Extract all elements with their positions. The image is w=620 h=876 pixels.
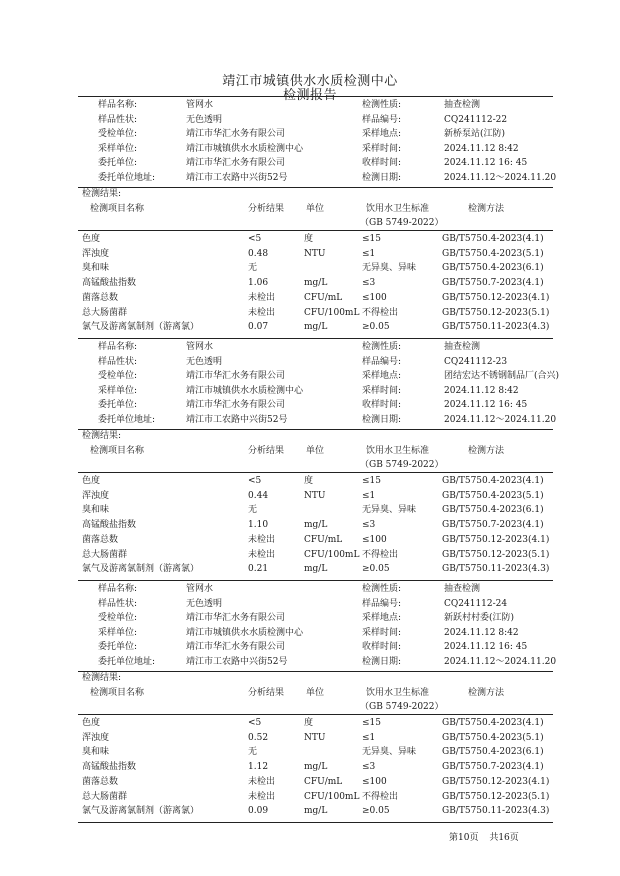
table-row bbox=[0, 491, 620, 503]
cell-standard: ≤15 bbox=[362, 718, 381, 728]
cell-result: <5 bbox=[248, 234, 262, 244]
cell-item: 臭和味 bbox=[82, 747, 110, 758]
cell-standard: ≤3 bbox=[362, 520, 376, 531]
table-header-rule bbox=[78, 472, 553, 473]
cell-standard: 不得检出 bbox=[362, 549, 399, 560]
column-header-result: 分析结果 bbox=[248, 446, 285, 456]
table-row bbox=[0, 564, 620, 576]
report-subtitle: 检测报告 bbox=[282, 88, 337, 103]
results-label: 检测结果: bbox=[82, 431, 122, 441]
sampling-unit-label: 采样单位: bbox=[98, 143, 138, 154]
cell-method: GB/T5750.11-2023(4.3) bbox=[442, 322, 550, 333]
column-header-unit: 单位 bbox=[306, 688, 325, 698]
cell-method: GB/T5750.11-2023(4.3) bbox=[442, 564, 550, 575]
sampling-unit-value: 靖江市城镇供水水质检测中心 bbox=[186, 627, 304, 638]
cell-method: GB/T5750.12-2023(5.1) bbox=[442, 549, 550, 560]
cell-unit: NTU bbox=[304, 732, 326, 743]
cell-item: 菌落总数 bbox=[82, 776, 119, 787]
page-footer bbox=[449, 830, 527, 843]
table-header-rule bbox=[78, 714, 553, 715]
client-unit-label: 委托单位: bbox=[98, 400, 138, 411]
table-row bbox=[0, 234, 620, 246]
cell-result: 未检出 bbox=[248, 534, 276, 545]
cell-result: <5 bbox=[248, 718, 262, 728]
cell-unit: 度 bbox=[304, 476, 314, 486]
client-address-value: 靖江市工农路中兴街52号 bbox=[186, 415, 288, 425]
sampling-site-label: 采样地点: bbox=[362, 371, 402, 382]
cell-method: GB/T5750.4-2023(4.1) bbox=[442, 718, 544, 728]
cell-result: 0.44 bbox=[248, 490, 269, 501]
sampling-time-value: 2024.11.12 8:42 bbox=[444, 627, 519, 638]
column-header-result: 分析结果 bbox=[248, 204, 285, 214]
receive-time-value: 2024.11.12 16: 45 bbox=[444, 642, 528, 653]
section-top-rule bbox=[78, 580, 553, 581]
cell-result: 1.06 bbox=[248, 278, 269, 289]
cell-item: 总大肠菌群 bbox=[82, 791, 128, 802]
cell-item: 氯气及游离氯制剂（游离氯） bbox=[82, 322, 200, 333]
column-header-method: 检测方法 bbox=[468, 446, 505, 456]
table-row bbox=[0, 476, 620, 488]
client-address-value: 靖江市工农路中兴街52号 bbox=[186, 657, 288, 667]
sample-name-value: 管网水 bbox=[186, 584, 214, 594]
client-address-value: 靖江市工农路中兴街52号 bbox=[186, 173, 288, 183]
cell-unit: 度 bbox=[304, 718, 314, 728]
table-row bbox=[0, 747, 620, 759]
column-header-standard-sub: （GB 5749-2022） bbox=[360, 460, 444, 470]
cell-item: 氯气及游离氯制剂（游离氯） bbox=[82, 564, 200, 575]
cell-unit: mg/L bbox=[304, 278, 328, 289]
cell-method: GB/T5750.12-2023(5.1) bbox=[442, 307, 550, 318]
client-unit-value: 靖江市华汇水务有限公司 bbox=[186, 642, 286, 653]
test-nature-label: 检测性质: bbox=[362, 584, 402, 594]
cell-standard: 无异臭、异味 bbox=[362, 747, 417, 758]
sample-name-value: 管网水 bbox=[186, 100, 214, 110]
cell-unit: CFU/mL bbox=[304, 534, 343, 545]
cell-standard: ≥0.05 bbox=[362, 806, 390, 817]
cell-item: 菌落总数 bbox=[82, 534, 119, 545]
sample-no-label: 样品编号: bbox=[362, 598, 402, 609]
cell-method: GB/T5750.4-2023(5.1) bbox=[442, 248, 544, 259]
test-nature-value: 抽查检测 bbox=[444, 342, 481, 352]
cell-method: GB/T5750.4-2023(6.1) bbox=[442, 505, 544, 516]
receive-time-value: 2024.11.12 16: 45 bbox=[444, 158, 528, 169]
sample-name-label: 样品名称: bbox=[98, 342, 138, 352]
sampling-time-value: 2024.11.12 8:42 bbox=[444, 143, 519, 154]
test-date-value: 2024.11.12～2024.11.20 bbox=[444, 173, 557, 183]
cell-result: 无 bbox=[248, 747, 258, 758]
cell-standard: ≤100 bbox=[362, 776, 387, 787]
cell-item: 臭和味 bbox=[82, 263, 110, 274]
sample-section-1 bbox=[0, 96, 620, 346]
cell-result: 0.48 bbox=[248, 248, 269, 259]
table-row bbox=[0, 777, 620, 789]
cell-method: GB/T5750.4-2023(5.1) bbox=[442, 490, 544, 501]
cell-result: 1.12 bbox=[248, 762, 269, 773]
sampling-site-value: 团结宏达不锈钢制品厂(合兴) bbox=[444, 371, 560, 382]
test-nature-label: 检测性质: bbox=[362, 100, 402, 110]
sampling-time-value: 2024.11.12 8:42 bbox=[444, 385, 519, 396]
cell-result: 无 bbox=[248, 505, 258, 516]
cell-unit: mg/L bbox=[304, 806, 328, 817]
cell-item: 总大肠菌群 bbox=[82, 549, 128, 560]
test-date-label: 检测日期: bbox=[362, 657, 402, 667]
sample-nature-label: 样品性状: bbox=[98, 356, 138, 367]
sample-section-3 bbox=[0, 580, 620, 830]
cell-method: GB/T5750.4-2023(4.1) bbox=[442, 234, 544, 244]
sample-nature-value: 无色透明 bbox=[186, 356, 223, 367]
table-row bbox=[0, 550, 620, 562]
cell-method: GB/T5750.4-2023(6.1) bbox=[442, 263, 544, 274]
cell-result: 未检出 bbox=[248, 292, 276, 303]
sample-no-value: CQ241112-22 bbox=[444, 114, 508, 125]
receive-time-label: 收样时间: bbox=[362, 158, 402, 169]
sample-no-label: 样品编号: bbox=[362, 114, 402, 125]
cell-method: GB/T5750.12-2023(4.1) bbox=[442, 534, 550, 545]
cell-method: GB/T5750.4-2023(6.1) bbox=[442, 747, 544, 758]
sample-section-2 bbox=[0, 338, 620, 588]
cell-result: 未检出 bbox=[248, 791, 276, 802]
cell-unit: mg/L bbox=[304, 564, 328, 575]
client-address-label: 委托单位地址: bbox=[98, 657, 156, 667]
client-address-label: 委托单位地址: bbox=[98, 173, 156, 183]
column-header-item: 检测项目名称 bbox=[90, 688, 145, 698]
column-header-item: 检测项目名称 bbox=[90, 446, 145, 456]
cell-result: 无 bbox=[248, 263, 258, 274]
cell-standard: ≤3 bbox=[362, 278, 376, 289]
cell-method: GB/T5750.7-2023(4.1) bbox=[442, 520, 544, 531]
sample-no-value: CQ241112-23 bbox=[444, 356, 508, 367]
table-row bbox=[0, 762, 620, 774]
cell-method: GB/T5750.7-2023(4.1) bbox=[442, 762, 544, 773]
section-top-rule bbox=[78, 338, 553, 339]
cell-item: 高锰酸盐指数 bbox=[82, 520, 137, 531]
report-title: 靖江市城镇供水水质检测中心 bbox=[222, 74, 398, 89]
cell-item: 高锰酸盐指数 bbox=[82, 762, 137, 773]
column-header-method: 检测方法 bbox=[468, 688, 505, 698]
info-bottom-rule bbox=[78, 187, 553, 188]
cell-method: GB/T5750.11-2023(4.3) bbox=[442, 806, 550, 817]
cell-unit: CFU/mL bbox=[304, 776, 343, 787]
sampling-site-value: 新桥泵站(江防) bbox=[444, 129, 506, 140]
cell-method: GB/T5750.7-2023(4.1) bbox=[442, 278, 544, 289]
commissioned-unit-label: 受检单位: bbox=[98, 613, 138, 624]
cell-result: 0.21 bbox=[248, 564, 269, 575]
column-header-unit: 单位 bbox=[306, 204, 325, 214]
table-row bbox=[0, 293, 620, 305]
results-label: 检测结果: bbox=[82, 189, 122, 199]
client-unit-value: 靖江市华汇水务有限公司 bbox=[186, 400, 286, 411]
cell-standard: ≤100 bbox=[362, 292, 387, 303]
results-label: 检测结果: bbox=[82, 673, 122, 683]
sample-nature-label: 样品性状: bbox=[98, 598, 138, 609]
table-row bbox=[0, 308, 620, 320]
sample-nature-value: 无色透明 bbox=[186, 114, 223, 125]
cell-result: <5 bbox=[248, 476, 262, 486]
column-header-unit: 单位 bbox=[306, 446, 325, 456]
cell-method: GB/T5750.12-2023(5.1) bbox=[442, 791, 550, 802]
sampling-unit-label: 采样单位: bbox=[98, 627, 138, 638]
cell-standard: ≥0.05 bbox=[362, 322, 390, 333]
sampling-unit-label: 采样单位: bbox=[98, 385, 138, 396]
test-nature-label: 检测性质: bbox=[362, 342, 402, 352]
commissioned-unit-value: 靖江市华汇水务有限公司 bbox=[186, 613, 286, 624]
section-top-rule bbox=[78, 96, 553, 97]
cell-standard: 无异臭、异味 bbox=[362, 505, 417, 516]
cell-item: 浑浊度 bbox=[82, 248, 110, 259]
commissioned-unit-label: 受检单位: bbox=[98, 129, 138, 140]
cell-unit: mg/L bbox=[304, 520, 328, 531]
cell-result: 未检出 bbox=[248, 776, 276, 787]
cell-unit: NTU bbox=[304, 248, 326, 259]
commissioned-unit-value: 靖江市华汇水务有限公司 bbox=[186, 129, 286, 140]
sampling-site-label: 采样地点: bbox=[362, 613, 402, 624]
cell-method: GB/T5750.12-2023(4.1) bbox=[442, 292, 550, 303]
table-row bbox=[0, 806, 620, 818]
info-bottom-rule bbox=[78, 671, 553, 672]
cell-unit: CFU/100mL bbox=[304, 307, 360, 318]
cell-result: 0.09 bbox=[248, 806, 269, 817]
cell-result: 0.07 bbox=[248, 322, 269, 333]
column-header-standard-sub: （GB 5749-2022） bbox=[360, 218, 444, 228]
cell-result: 未检出 bbox=[248, 307, 276, 318]
table-row bbox=[0, 263, 620, 275]
table-row bbox=[0, 278, 620, 290]
cell-method: GB/T5750.4-2023(4.1) bbox=[442, 476, 544, 486]
page-total: 共16页 bbox=[489, 833, 519, 843]
commissioned-unit-label: 受检单位: bbox=[98, 371, 138, 382]
receive-time-label: 收样时间: bbox=[362, 642, 402, 653]
cell-standard: ≤15 bbox=[362, 234, 381, 244]
table-row bbox=[0, 520, 620, 532]
test-date-value: 2024.11.12～2024.11.20 bbox=[444, 415, 557, 425]
sample-name-value: 管网水 bbox=[186, 342, 214, 352]
cell-standard: ≥0.05 bbox=[362, 564, 390, 575]
cell-unit: NTU bbox=[304, 490, 326, 501]
cell-result: 未检出 bbox=[248, 549, 276, 560]
column-header-standard: 饮用水卫生标准 bbox=[366, 688, 430, 698]
receive-time-value: 2024.11.12 16: 45 bbox=[444, 400, 528, 411]
cell-item: 浑浊度 bbox=[82, 490, 110, 501]
table-row bbox=[0, 792, 620, 804]
cell-item: 总大肠菌群 bbox=[82, 307, 128, 318]
client-unit-label: 委托单位: bbox=[98, 158, 138, 169]
sampling-unit-value: 靖江市城镇供水水质检测中心 bbox=[186, 385, 304, 396]
column-header-standard: 饮用水卫生标准 bbox=[366, 446, 430, 456]
info-bottom-rule bbox=[78, 429, 553, 430]
page-number: 第10页 bbox=[449, 833, 479, 843]
sample-nature-label: 样品性状: bbox=[98, 114, 138, 125]
sampling-time-label: 采样时间: bbox=[362, 143, 402, 154]
sample-name-label: 样品名称: bbox=[98, 584, 138, 594]
test-date-label: 检测日期: bbox=[362, 173, 402, 183]
cell-item: 浑浊度 bbox=[82, 732, 110, 743]
test-date-label: 检测日期: bbox=[362, 415, 402, 425]
client-unit-label: 委托单位: bbox=[98, 642, 138, 653]
column-header-standard: 饮用水卫生标准 bbox=[366, 204, 430, 214]
table-row bbox=[0, 535, 620, 547]
cell-item: 菌落总数 bbox=[82, 292, 119, 303]
sampling-site-value: 新跃村村委(江防) bbox=[444, 613, 515, 624]
table-header-rule bbox=[78, 230, 553, 231]
sample-no-label: 样品编号: bbox=[362, 356, 402, 367]
cell-method: GB/T5750.4-2023(5.1) bbox=[442, 732, 544, 743]
column-header-item: 检测项目名称 bbox=[90, 204, 145, 214]
cell-unit: CFU/100mL bbox=[304, 549, 360, 560]
cell-item: 色度 bbox=[82, 234, 101, 244]
cell-result: 1.10 bbox=[248, 520, 269, 531]
sampling-time-label: 采样时间: bbox=[362, 385, 402, 396]
cell-standard: ≤1 bbox=[362, 248, 376, 259]
test-date-value: 2024.11.12～2024.11.20 bbox=[444, 657, 557, 667]
sample-name-label: 样品名称: bbox=[98, 100, 138, 110]
cell-item: 色度 bbox=[82, 718, 101, 728]
sampling-time-label: 采样时间: bbox=[362, 627, 402, 638]
table-row bbox=[0, 733, 620, 745]
cell-result: 0.52 bbox=[248, 732, 269, 743]
commissioned-unit-value: 靖江市华汇水务有限公司 bbox=[186, 371, 286, 382]
section-bottom-rule bbox=[78, 822, 553, 823]
sample-no-value: CQ241112-24 bbox=[444, 598, 508, 609]
test-nature-value: 抽查检测 bbox=[444, 100, 481, 110]
cell-standard: ≤100 bbox=[362, 534, 387, 545]
cell-unit: 度 bbox=[304, 234, 314, 244]
cell-standard: ≤1 bbox=[362, 490, 376, 501]
column-header-method: 检测方法 bbox=[468, 204, 505, 214]
cell-standard: ≤3 bbox=[362, 762, 376, 773]
cell-unit: CFU/100mL bbox=[304, 791, 360, 802]
cell-standard: ≤15 bbox=[362, 476, 381, 486]
column-header-result: 分析结果 bbox=[248, 688, 285, 698]
cell-item: 色度 bbox=[82, 476, 101, 486]
client-address-label: 委托单位地址: bbox=[98, 415, 156, 425]
client-unit-value: 靖江市华汇水务有限公司 bbox=[186, 158, 286, 169]
table-row bbox=[0, 249, 620, 261]
table-row bbox=[0, 505, 620, 517]
cell-item: 高锰酸盐指数 bbox=[82, 278, 137, 289]
receive-time-label: 收样时间: bbox=[362, 400, 402, 411]
cell-standard: ≤1 bbox=[362, 732, 376, 743]
cell-standard: 不得检出 bbox=[362, 307, 399, 318]
cell-standard: 不得检出 bbox=[362, 791, 399, 802]
sampling-site-label: 采样地点: bbox=[362, 129, 402, 140]
test-nature-value: 抽查检测 bbox=[444, 584, 481, 594]
cell-unit: mg/L bbox=[304, 322, 328, 333]
column-header-standard-sub: （GB 5749-2022） bbox=[360, 702, 444, 712]
cell-standard: 无异臭、异味 bbox=[362, 263, 417, 274]
cell-item: 臭和味 bbox=[82, 505, 110, 516]
sample-nature-value: 无色透明 bbox=[186, 598, 223, 609]
cell-unit: CFU/mL bbox=[304, 292, 343, 303]
cell-method: GB/T5750.12-2023(4.1) bbox=[442, 776, 550, 787]
table-row bbox=[0, 322, 620, 334]
sampling-unit-value: 靖江市城镇供水水质检测中心 bbox=[186, 143, 304, 154]
cell-unit: mg/L bbox=[304, 762, 328, 773]
table-row bbox=[0, 718, 620, 730]
cell-item: 氯气及游离氯制剂（游离氯） bbox=[82, 806, 200, 817]
